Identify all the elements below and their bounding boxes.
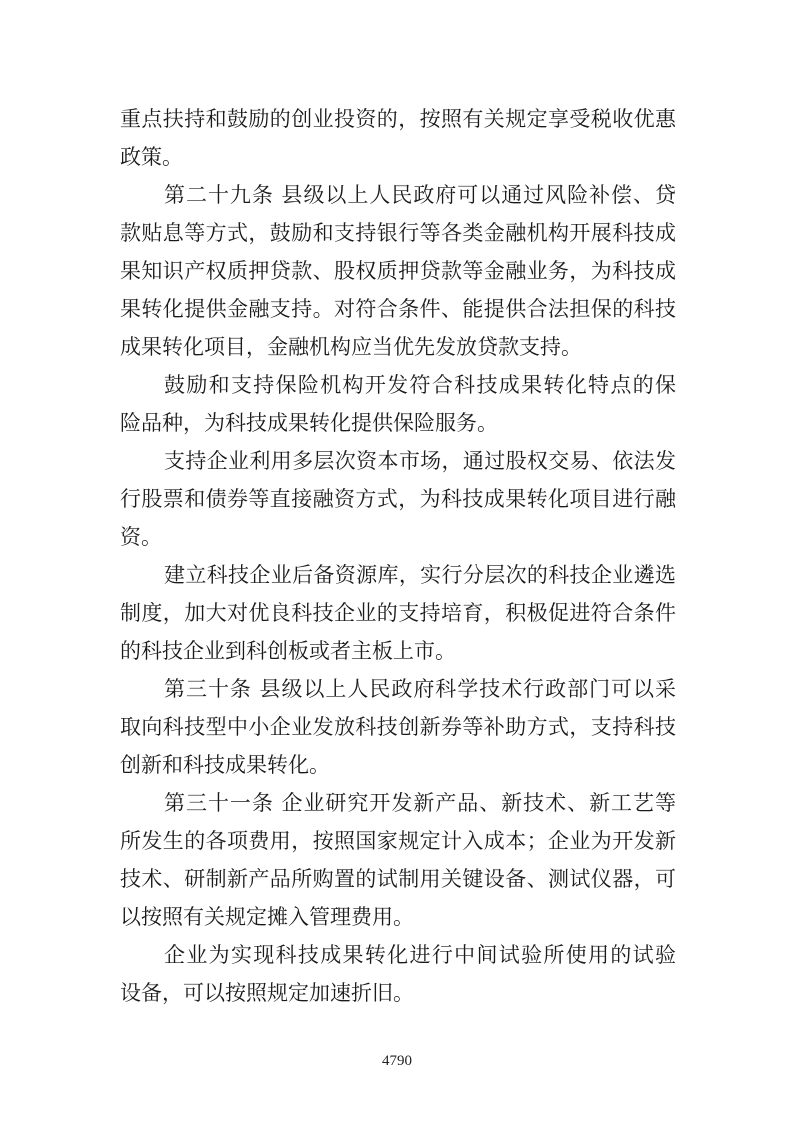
- paragraph-article-29: [120, 176, 676, 366]
- paragraph-insurance: [120, 366, 676, 442]
- paragraph-tax-policy: [120, 100, 676, 176]
- text-line: 果知识产权质押贷款、股权质押贷款等金融业务，为科技成: [120, 259, 676, 283]
- text-line: 险品种，为科技成果转化提供保险服务。: [120, 411, 498, 435]
- paragraph-depreciation: [120, 936, 676, 1012]
- body-text: [120, 100, 676, 1012]
- text-line: 行股票和债券等直接融资方式，为科技成果转化项目进行融: [120, 487, 676, 511]
- text-line: 鼓励和支持保险机构开发符合科技成果转化特点的保: [164, 373, 676, 397]
- paragraph-article-31: [120, 784, 676, 936]
- text-line: 建立科技企业后备资源库，实行分层次的科技企业遴选: [164, 563, 676, 587]
- text-line: 以按照有关规定摊入管理费用。: [120, 905, 414, 929]
- text-line: 政策。: [120, 145, 183, 169]
- text-line: 设备，可以按照规定加速折旧。: [120, 981, 414, 1005]
- text-line: 取向科技型中小企业发放科技创新券等补助方式，支持科技: [120, 715, 676, 739]
- text-line: 第二十九条 县级以上人民政府可以通过风险补偿、贷: [164, 183, 676, 207]
- text-line: 第三十一条 企业研究开发新产品、新技术、新工艺等: [164, 791, 676, 815]
- text-line: 创新和科技成果转化。: [120, 753, 330, 777]
- text-line: 重点扶持和鼓励的创业投资的，按照有关规定享受税收优惠: [120, 107, 676, 131]
- text-line: 支持企业利用多层次资本市场，通过股权交易、依法发: [164, 449, 676, 473]
- text-line: 技术、研制新产品所购置的试制用关键设备、测试仪器，可: [120, 867, 676, 891]
- text-line: 成果转化项目，金融机构应当优先发放贷款支持。: [120, 335, 582, 359]
- text-line: 资。: [120, 525, 162, 549]
- paragraph-article-30: [120, 670, 676, 784]
- text-line: 企业为实现科技成果转化进行中间试验所使用的试验: [164, 943, 676, 967]
- text-line: 果转化提供金融支持。对符合条件、能提供合法担保的科技: [120, 297, 676, 321]
- text-line: 所发生的各项费用，按照国家规定计入成本；企业为开发新: [120, 829, 676, 853]
- text-line: 第三十条 县级以上人民政府科学技术行政部门可以采: [164, 677, 676, 701]
- text-line: 的科技企业到科创板或者主板上市。: [120, 639, 456, 663]
- text-line: 款贴息等方式，鼓励和支持银行等各类金融机构开展科技成: [120, 221, 676, 245]
- page-number: 4790: [382, 1053, 412, 1069]
- paragraph-reserve-pool: [120, 556, 676, 670]
- text-line: 制度，加大对优良科技企业的支持培育，积极促进符合条件: [120, 601, 676, 625]
- paragraph-capital-market: [120, 442, 676, 556]
